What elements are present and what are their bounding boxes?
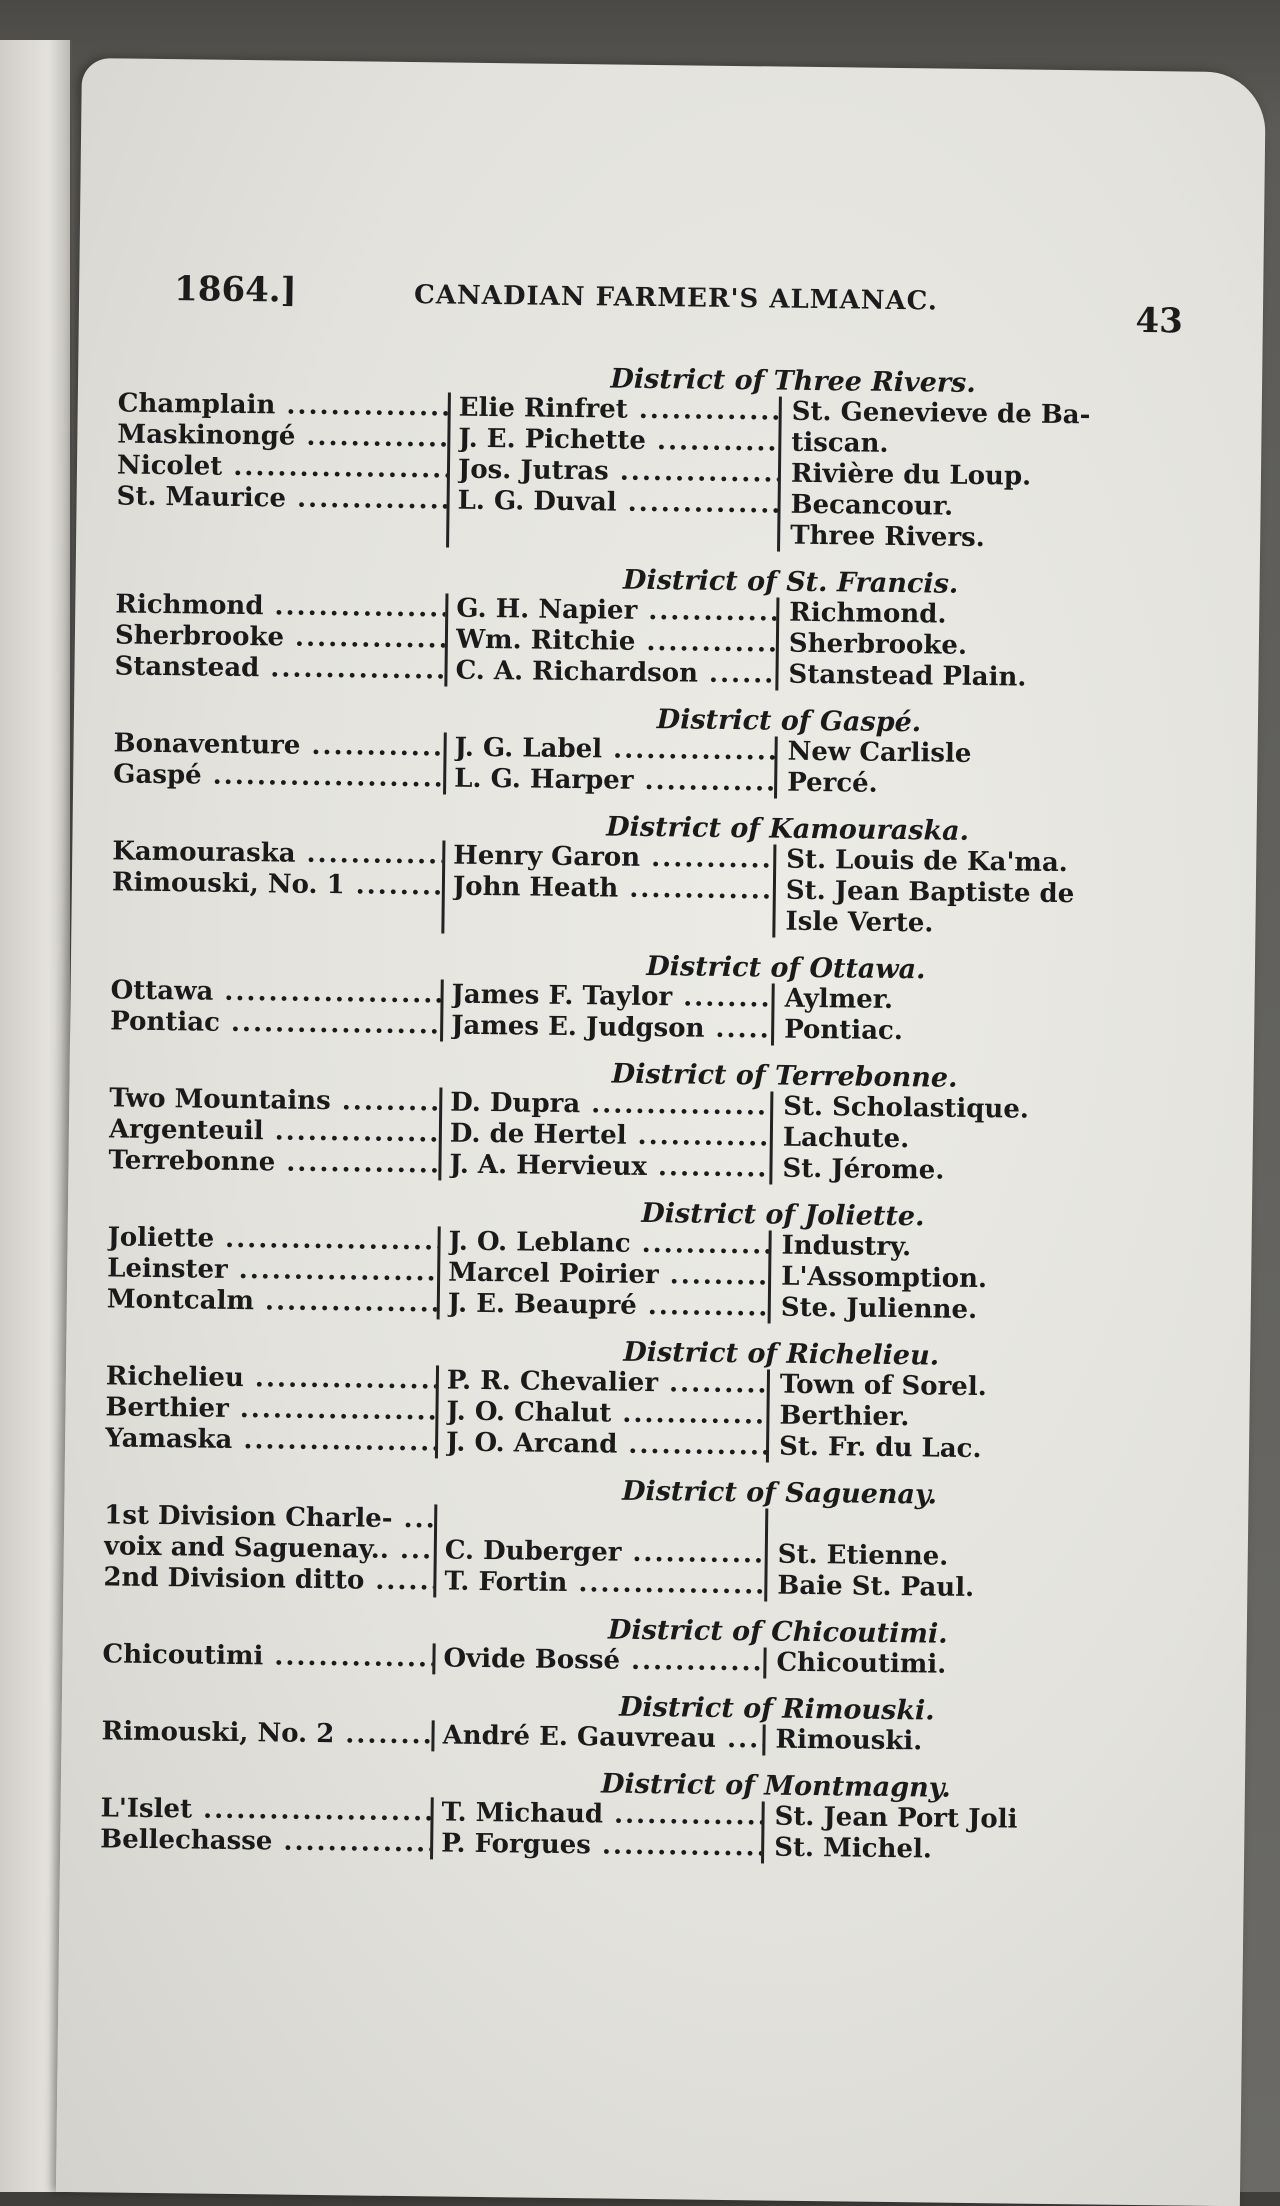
district-section	[105, 1331, 1206, 1467]
county-name-column	[111, 836, 442, 933]
district-rows	[107, 1222, 1208, 1328]
official-name-column	[432, 1643, 766, 1678]
county-name: 2nd Division ditto .....	[103, 1562, 433, 1597]
county-name: Richelieu .....	[106, 1361, 436, 1396]
place-name: Sherbrooke.	[788, 628, 968, 661]
official-name: J. A. Hervieux .....	[449, 1150, 769, 1185]
place-name: tiscan.	[791, 427, 889, 459]
place-name: Town of Sorel.	[779, 1369, 987, 1403]
official-name-column	[431, 1720, 765, 1755]
district-heading: District of Gaspé.	[656, 704, 922, 739]
official-name: Henry Garon .....	[453, 841, 773, 876]
place-name: New Carlisle	[787, 736, 972, 769]
official-name: J. O. Chalut .....	[446, 1397, 766, 1432]
district-rows	[100, 1793, 1201, 1868]
place-name: Chicoutimi.	[776, 1647, 947, 1680]
district-section	[100, 1763, 1201, 1868]
almanac-page	[56, 58, 1266, 2206]
official-name-column	[438, 1087, 773, 1184]
district-heading: District of Chicoutimi.	[607, 1614, 948, 1650]
place-name-column	[780, 397, 1122, 556]
official-name: T. Fortin .....	[444, 1567, 764, 1602]
official-name-column	[435, 1365, 770, 1462]
official-name: L. G. Duval .....	[457, 486, 777, 521]
county-name: Richmond .....	[115, 589, 445, 624]
county-name-column	[102, 1639, 432, 1674]
place-name: St. Jean Port Joli	[774, 1801, 1018, 1835]
county-name-column	[105, 1361, 436, 1458]
place-name: St. Jean Baptiste de	[785, 875, 1075, 910]
place-name: St. Jérome.	[782, 1153, 945, 1186]
official-name: P. Forgues .....	[441, 1829, 761, 1864]
county-name: Champlain .....	[118, 388, 448, 423]
official-name-column	[440, 979, 775, 1045]
county-name-column	[113, 728, 444, 794]
place-name: L'Assomption.	[780, 1261, 988, 1295]
county-name: Two Mountains .....	[109, 1083, 439, 1118]
district-rows	[110, 975, 1211, 1050]
county-name: Rimouski, No. 2 .....	[101, 1716, 431, 1751]
official-name: Elie Rinfret .....	[459, 393, 779, 428]
county-name: Kamouraska .....	[112, 836, 442, 871]
district-section	[114, 559, 1215, 695]
county-name-column	[108, 1083, 439, 1180]
official-name: Jos. Jutras .....	[458, 455, 778, 490]
county-name: voix and Saguenay.. .....	[104, 1531, 434, 1566]
place-name: Three Rivers.	[790, 520, 985, 554]
district-section	[110, 945, 1211, 1050]
official-name: L. G. Harper .....	[454, 764, 774, 799]
place-name: Aylmer.	[784, 983, 894, 1015]
place-name: St. Fr. du Lac.	[778, 1431, 982, 1465]
running-head-title: CANADIAN FARMER'S ALMANAC.	[413, 280, 939, 317]
running-head	[173, 269, 1224, 342]
official-name: J. O. Leblanc .....	[448, 1227, 768, 1262]
district-section	[102, 1609, 1203, 1683]
place-name: St. Louis de Ka'ma.	[786, 844, 1068, 879]
place-name: Rimouski.	[775, 1724, 923, 1757]
district-listing	[100, 358, 1218, 1884]
place-name: Richmond.	[789, 597, 947, 630]
county-name: Joliette .....	[107, 1222, 437, 1257]
district-heading: District of Saguenay.	[621, 1475, 938, 1511]
place-name-column	[767, 1508, 1108, 1605]
place-name: Berthier.	[779, 1400, 910, 1433]
place-name-column	[777, 737, 1118, 803]
county-name: Leinster .....	[107, 1253, 437, 1288]
county-name-column	[103, 1500, 434, 1597]
place-name: Becancour.	[790, 489, 954, 522]
county-name-column	[107, 1222, 438, 1319]
official-name: James E. Judgson .....	[451, 1011, 771, 1046]
place-name: St. Genevieve de Ba-	[791, 396, 1091, 431]
county-name: Gaspé .....	[113, 759, 443, 794]
place-name: Stanstead Plain.	[788, 659, 1027, 693]
official-name: J. O. Arcand .....	[446, 1428, 766, 1463]
district-rows	[114, 589, 1215, 695]
county-name-column	[116, 388, 448, 547]
county-name: Rimouski, No. 1 .....	[112, 867, 442, 902]
county-name: Berthier .....	[105, 1392, 435, 1427]
district-section	[113, 698, 1214, 803]
place-name-column	[778, 598, 1119, 695]
county-name: Sherbrooke .....	[115, 620, 445, 655]
place-name: Lachute.	[782, 1122, 910, 1155]
county-name: Terrebonne .....	[108, 1145, 438, 1180]
district-heading: District of Three Rivers.	[610, 363, 976, 399]
county-name-column	[110, 975, 441, 1041]
place-name: Percé.	[787, 767, 878, 799]
district-rows	[103, 1500, 1204, 1606]
county-name: Nicolet .....	[117, 450, 447, 485]
official-name: T. Michaud .....	[441, 1798, 761, 1833]
place-name: Industry.	[781, 1230, 912, 1263]
county-name: 1st Division Charle- .....	[104, 1500, 434, 1535]
official-name: Wm. Ritchie .....	[456, 625, 776, 660]
place-name: St. Etienne.	[777, 1539, 949, 1572]
district-section	[103, 1470, 1204, 1606]
county-name: Yamaska .....	[105, 1423, 435, 1458]
county-name-column	[101, 1716, 431, 1751]
district-heading: District of Montmagny.	[600, 1768, 951, 1804]
county-name: Montcalm .....	[107, 1284, 437, 1319]
place-name: Baie St. Paul.	[777, 1570, 975, 1604]
place-name: Rivière du Loup.	[790, 458, 1032, 492]
official-name: John Heath .....	[453, 872, 773, 907]
place-name: St. Scholastique.	[783, 1091, 1030, 1125]
place-name-column	[774, 984, 1115, 1050]
district-heading: District of Rimouski.	[618, 1691, 935, 1727]
official-name-column	[444, 593, 779, 690]
county-name: L'Islet .....	[100, 1793, 430, 1828]
county-name: Bonaventure .....	[113, 728, 443, 763]
official-name-column	[446, 392, 782, 551]
official-name-column	[441, 840, 776, 937]
official-name: J. G. Label .....	[454, 733, 774, 768]
place-name: Isle Verte.	[785, 906, 934, 939]
official-name: P. R. Chevalier .....	[447, 1366, 767, 1401]
official-name: C. A. Richardson .....	[455, 656, 775, 691]
county-name: Argenteuil .....	[109, 1114, 439, 1149]
county-name: Maskinongé .....	[117, 419, 447, 454]
place-name-column	[766, 1647, 1106, 1682]
district-heading: District of Kamouraska.	[606, 811, 970, 847]
county-name: Chicoutimi .....	[102, 1639, 432, 1674]
county-name-column	[114, 589, 445, 686]
county-name: Bellechasse .....	[100, 1824, 430, 1859]
place-name: Ste. Julienne.	[780, 1292, 978, 1326]
district-rows	[113, 728, 1214, 803]
district-heading: District of Terrebonne.	[611, 1058, 958, 1094]
place-name-column	[775, 845, 1116, 942]
official-name: Ovide Bossé .....	[443, 1644, 763, 1679]
district-heading: District of Joliette.	[641, 1197, 925, 1233]
official-name-column	[430, 1797, 765, 1863]
district-rows	[116, 388, 1218, 556]
district-section	[116, 358, 1218, 556]
district-rows	[105, 1361, 1206, 1467]
county-name: Ottawa .....	[110, 975, 440, 1010]
district-section	[101, 1686, 1202, 1760]
official-name: G. H. Napier .....	[456, 594, 776, 629]
county-name: St. Maurice .....	[116, 481, 446, 516]
district-heading: District of Richelieu.	[623, 1336, 940, 1372]
place-name-column	[772, 1092, 1113, 1189]
place-name: Pontiac.	[783, 1014, 904, 1047]
district-rows	[108, 1083, 1209, 1189]
official-name-column	[433, 1504, 768, 1601]
official-name-column	[437, 1226, 772, 1323]
official-name: D. Dupra .....	[450, 1088, 770, 1123]
district-section	[107, 1192, 1208, 1328]
official-name	[445, 1505, 765, 1540]
official-name-column	[443, 732, 778, 798]
county-name-column	[100, 1793, 431, 1859]
district-section	[108, 1053, 1209, 1189]
official-name: C. Duberger .....	[445, 1536, 765, 1571]
district-heading: District of Ottawa.	[646, 950, 926, 986]
official-name: James F. Taylor .....	[451, 980, 771, 1015]
place-name-column	[769, 1370, 1110, 1467]
place-name-column	[764, 1801, 1105, 1867]
official-name: J. E. Pichette .....	[458, 424, 778, 459]
county-name: Pontiac .....	[110, 1006, 440, 1041]
place-name: St. Michel.	[774, 1832, 933, 1865]
county-name: Stanstead .....	[114, 651, 444, 686]
place-name	[778, 1509, 1108, 1544]
official-name: D. de Hertel .....	[450, 1119, 770, 1154]
official-name: André E. Gauvreau .....	[442, 1721, 762, 1756]
official-name: J. E. Beaupré .....	[448, 1289, 768, 1324]
place-name-column	[765, 1724, 1105, 1759]
official-name: Marcel Poirier .....	[448, 1258, 768, 1293]
place-name-column	[771, 1231, 1112, 1328]
running-head-year: 1864.]	[173, 269, 297, 311]
district-section	[111, 806, 1212, 942]
district-heading: District of St. Francis.	[622, 564, 959, 600]
district-rows	[111, 836, 1212, 942]
page-number: 43	[1135, 300, 1184, 342]
